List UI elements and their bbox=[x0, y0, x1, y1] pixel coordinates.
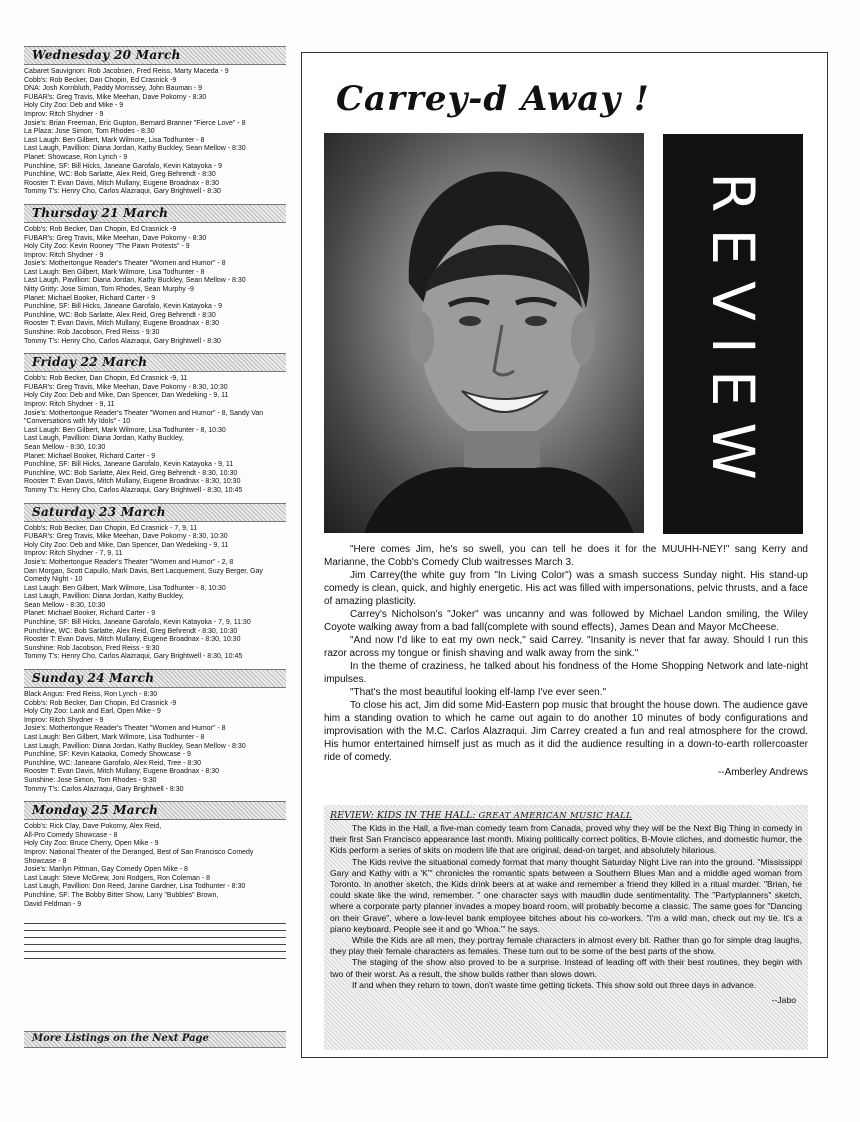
listing-day bbox=[24, 669, 286, 794]
listing-entry: Sean Mellow - 8:30, 10:30 bbox=[24, 443, 106, 451]
listing-entry: Improv: Ritch Shydner - 9 bbox=[24, 716, 104, 724]
listing-entry: Punchline, WC: Bob Sarlatte, Alex Reid, Greg Behrendt - 8:30 bbox=[24, 311, 216, 319]
day-title: Sunday 24 March bbox=[32, 671, 155, 686]
review2-paragraph: The Kids in the Hall, a five-man comedy team from Canada, proved why they will be the Next Big Thing in comedy in their first San Francisco appearance last month. Mixing politically correct politics, B-Movie cliches, and domestic humor, the Kids perform a series of skits on modern life that are original, dead-on target, and absolutely hilarious. bbox=[330, 823, 802, 856]
more-listings-text: More Listings on the Next Page bbox=[32, 1033, 209, 1044]
article-paragraph: In the theme of craziness, he talked about his fondness of the Home Shopping Network and late-night impulses. bbox=[324, 661, 808, 685]
listing-entry: Rooster T: Evan Davis, Mitch Mullany, Eugene Broadnax - 8:30 bbox=[24, 179, 220, 187]
day-title: Wednesday 20 March bbox=[32, 48, 181, 62]
listing-day bbox=[24, 801, 286, 909]
listing-entry: Black Angus: Fred Reiss, Ron Lynch - 8:30 bbox=[24, 691, 158, 699]
listing-entry: Sean Mellow - 8:30, 10:30 bbox=[24, 601, 106, 609]
listing-entry: Rooster T: Evan Davis, Mitch Mullany, Eugene Broadnax - 8:30 bbox=[24, 320, 220, 328]
listing-entry: Last Laugh, Pavillion: Diana Jordan, Kathy Buckley, bbox=[24, 435, 184, 443]
listing-entry: Punchline, WC: Bob Sarlatte, Alex Reid, Greg Behrendt - 8:30 bbox=[24, 171, 216, 179]
listing-entry: Tommy T's: Henry Cho, Carlos Alazraqui, Gary Brightwell - 8:30 bbox=[24, 188, 221, 196]
listing-entry: Last Laugh: Steve McGrew, Joni Rodgers, Ron Coleman - 8 bbox=[24, 874, 210, 882]
listing-entry: Punchline, SF: Bill Hicks, Janeane Garofalo, Kevin Katayoka - 9 bbox=[24, 162, 223, 170]
portrait-illustration bbox=[324, 133, 644, 533]
listing-day bbox=[24, 503, 286, 663]
listing-entry: Last Laugh: Ben Gilbert, Mark Wilmore, Lisa Todhunter - 8, 10:30 bbox=[24, 584, 226, 592]
review2-venue: GREAT AMERICAN MUSIC HALL bbox=[478, 811, 633, 821]
rule-line bbox=[24, 931, 286, 938]
review2-paragraph: The staging of the show also proved to be a surprise. Instead of leading off with their best routines, they begin with two of their worst. As a result, the show builds rather than slows down. bbox=[330, 957, 802, 979]
review-banner-text: REVIEW bbox=[699, 172, 767, 496]
listing-entry: Improv: Ritch Shydner - 9, 11 bbox=[24, 401, 115, 408]
listing-entry: Josie's: Mothertongue Reader's Theater "Women and Humor" - 8, Sandy Van "Conversations with My Idols" - 10 bbox=[24, 409, 264, 426]
review2-title bbox=[330, 810, 802, 821]
article-byline: --Amberley Andrews bbox=[717, 767, 808, 778]
day-title: Saturday 23 March bbox=[32, 504, 166, 519]
day-header bbox=[24, 353, 286, 372]
rule-line bbox=[24, 952, 286, 959]
day-header bbox=[24, 801, 286, 820]
listing-entry: FUBAR's: Greg Travis, Mike Meehan, Dave Pokorny - 8:30 bbox=[24, 234, 207, 242]
listing-entry: Improv: Ritch Shydner - 7, 9, 11 bbox=[24, 550, 123, 558]
listing-entry: Josie's: Brian Freeman, Eric Gupton, Bernard Branner "Fierce Love" - 8 bbox=[24, 119, 246, 127]
listing-entry: Cobb's: Rob Becker, Dan Chopin, Ed Crasnick -9, 11 bbox=[24, 375, 188, 383]
listing-entry: Punchline, WC: Bob Sarlatte, Alex Reid, Greg Behrendt - 8:30, 10:30 bbox=[24, 627, 238, 635]
review2-paragraph: While the Kids are all men, they portray female characters in almost every bit. Rather than go for simple drag laughs, they play their female characters as females. These turn out to be some of the best parts of the show. bbox=[330, 935, 802, 957]
listing-entry: Holy City Zoo: Deb and Mike - 9 bbox=[24, 102, 124, 110]
day-title: Thursday 21 March bbox=[32, 205, 169, 220]
listing-entry: Rooster T: Evan Davis, Mitch Mullany, Eugene Broadnax - 8:30 bbox=[24, 768, 220, 776]
review-banner bbox=[663, 134, 803, 534]
listing-entry: Tommy T's: Henry Cho, Carlos Alazraqui, Gary Brightwell - 8:30 bbox=[24, 337, 221, 345]
listing-day bbox=[24, 204, 286, 346]
listing-entry: Punchline, WC: Janeane Garofalo, Alex Reid, Tree - 8:30 bbox=[24, 759, 202, 767]
article-paragraph: Carrey's Nicholson's "Joker" was uncanny and was followed by Michael Landon smiling, the Wiley Coyote walking away from a bad fall(complete with sound effects), James Dean and Mayor McCheese. bbox=[324, 609, 808, 633]
listing-day bbox=[24, 46, 286, 197]
listing-entry: Last Laugh: Ben Gilbert, Mark Wilmore, Lisa Todhunter - 8 bbox=[24, 734, 205, 741]
listing-day bbox=[24, 353, 286, 495]
jim-carrey-photo bbox=[324, 133, 644, 533]
listing-entry: Last Laugh, Pavillion: Don Reed, Janine Gardner, Lisa Todhunter - 8:30 bbox=[24, 883, 246, 891]
listing-entry: Planet: Michael Booker, Richard Carter - 9 bbox=[24, 610, 156, 618]
review2-byline: --Jabo bbox=[771, 995, 796, 1006]
listing-entry: FUBAR's: Greg Travis, Mike Meehan, Dave Pokorny - 8:30, 10:30 bbox=[24, 383, 228, 391]
carrey-review-article bbox=[324, 543, 808, 779]
rule-line bbox=[24, 945, 286, 952]
day-header bbox=[24, 503, 286, 522]
listing-entry: Holy City Zoo: Deb and Mike, Dan Spencer, Dan Wedeking - 9, 11 bbox=[24, 541, 229, 549]
listing-entry: Cabaret Sauvignon: Rob Jacobsen, Fred Reiss, Marty Maceda - 9 bbox=[24, 68, 229, 75]
listing-entry: Planet: Michael Booker, Richard Carter - 9 bbox=[24, 452, 156, 460]
listing-entry: Cobb's: Rick Clay, Dave Pokorny, Alex Reid, bbox=[24, 823, 162, 831]
listing-entry: FUBAR's: Greg Travis, Mike Meehan, Dave Pokorny - 8:30, 10:30 bbox=[24, 533, 228, 541]
review-headline: Carrey-d Away ! bbox=[336, 79, 650, 119]
listing-entry: Josie's: Marilyn Pittman, Gay Comedy Open Mike - 8 bbox=[24, 866, 188, 874]
listing-entry: Rooster T: Evan Davis, Mitch Mullany, Eugene Broadnax - 8:30, 10:30 bbox=[24, 478, 241, 486]
day-header bbox=[24, 46, 286, 65]
more-listings-banner bbox=[24, 1031, 286, 1048]
listing-entry: Planet: Showcase, Ron Lynch - 9 bbox=[24, 153, 128, 161]
listing-entry: All-Pro Comedy Showcase - 8 bbox=[24, 831, 118, 839]
listing-entry: Last Laugh, Pavillion: Diana Jordan, Kathy Buckley, Sean Mellow - 8:30 bbox=[24, 742, 246, 750]
listing-entry: David Feldman - 9 bbox=[24, 900, 82, 908]
rule-line bbox=[24, 938, 286, 945]
listing-entry: Josie's: Mothertongue Reader's Theater "Women and Humor" - 8 bbox=[24, 725, 226, 733]
listing-entry: Rooster T: Evan Davis, Mitch Mullany, Eugene Broadnax - 8:30, 10:30 bbox=[24, 636, 241, 644]
listing-entry: Last Laugh, Pavillion: Diana Jordan, Kathy Buckley, bbox=[24, 593, 184, 601]
listing-entry: Sunshine: Rob Jacobson, Fred Reiss - 9:30 bbox=[24, 329, 160, 337]
listing-entry: Punchline, SF: Bill Hicks, Janeane Garofalo, Kevin Katayoka - 7, 9, 11:30 bbox=[24, 619, 251, 627]
listing-entry: Last Laugh, Pavillion: Diana Jordan, Kathy Buckley, Sean Mellow - 8:30 bbox=[24, 145, 246, 153]
listing-entry: Cobb's: Rob Becker, Dan Chopin, Ed Crasnick -9 bbox=[24, 699, 177, 707]
day-header bbox=[24, 204, 286, 223]
kids-in-the-hall-review bbox=[324, 805, 808, 1050]
listing-entry: Sunshine: Rob Jacobson, Fred Reiss - 9:30 bbox=[24, 644, 160, 652]
listing-entry: Tommy T's: Henry Cho, Carlos Alazraqui, Gary Brightwell - 8:30, 10:45 bbox=[24, 486, 243, 494]
listing-entry: Cobb's: Rob Becker, Dan Chopin, Ed Crasnick - 7, 9, 11 bbox=[24, 524, 198, 532]
listing-entry: Planet: Michael Booker, Richard Carter - 9 bbox=[24, 294, 156, 302]
rule-line bbox=[24, 917, 286, 924]
listing-entry: Josie's: Mothertongue Reader's Theater "Women and Humor" - 2, 8 bbox=[24, 558, 234, 566]
listing-entry: Tommy T's: Henry Cho, Carlos Alazraqui, Gary Brightwell - 8:30, 10:45 bbox=[24, 653, 243, 661]
listing-entry: Punchline, SF: Kevin Kataoka, Comedy Showcase - 9 bbox=[24, 751, 191, 759]
article-paragraph: "And now I'd like to eat my own neck," said Carrey. "Insanity is never that far away. Should I run this razor across my tongue or finish shaving and walk away from the sink." bbox=[324, 635, 808, 659]
comedy-listings bbox=[24, 46, 286, 959]
day-title: Friday 22 March bbox=[32, 355, 148, 370]
listing-entry: Sunshine: Jose Simon, Tom Rhodes - 9:30 bbox=[24, 776, 157, 784]
listing-entry: Punchline, SF: Bill Hicks, Janeane Garofalo, Kevin Katayoka - 9 bbox=[24, 303, 223, 311]
listing-entry: Last Laugh: Ben Gilbert, Mark Wilmore, Lisa Todhunter - 8 bbox=[24, 136, 205, 144]
article-paragraph: Jim Carrey(the white guy from "In Living Color") was a smash success Sunday night. His stand-up comedy is clean, quick, and highly energetic. His act was filled with impersonations, pelvic thrusts, and a face of amazing plasticity. bbox=[324, 570, 808, 607]
listing-entry: La Plaza: Jose Simon, Tom Rhodes - 8:30 bbox=[24, 128, 155, 136]
listing-entry: Holy City Zoo: Bruce Cherry, Open Mike - 9 bbox=[24, 840, 159, 848]
article-paragraph: "Here comes Jim, he's so swell, you can tell he does it for the MUUHH-NEY!" sang Kerry and Marianne, the Cobb's Comedy Club waitresses March 3. bbox=[324, 544, 808, 568]
listing-entry: Improv: National Theater of the Deranged, Best of San Francisco Comedy Showcase - 8 bbox=[24, 848, 254, 865]
listing-entry: FUBAR's: Greg Travis, Mike Meehan, Dave Pokorny - 8:30 bbox=[24, 93, 207, 101]
review2-heading: REVIEW: KIDS IN THE HALL: bbox=[330, 810, 476, 821]
listing-entry: Josie's: Mothertongue Reader's Theater "Women and Humor" - 8 bbox=[24, 260, 226, 268]
listing-entry: Punchline, SF: The Bobby Bitter Show, Larry "Bubbles" Brown, bbox=[24, 891, 219, 899]
listing-entry: Dan Morgan, Scott Capullo, Mark Davis, Bert Lacquement, Suzy Berger, Gay Comedy Night - 10 bbox=[24, 567, 263, 584]
listing-entry: Nitty Gritty: Jose Simon, Tom Rhodes, Sean Murphy -9 bbox=[24, 286, 194, 294]
listing-entry: Holy City Zoo: Lank and Earl, Open Mike - 9 bbox=[24, 708, 161, 716]
day-title: Monday 25 March bbox=[32, 803, 159, 818]
listing-entry: Tommy T's: Carlos Alazraqui, Gary Brightwell - 8:30 bbox=[24, 785, 184, 793]
listing-entry: Last Laugh, Pavillion: Diana Jordan, Kathy Buckley, Sean Mellow - 8:30 bbox=[24, 277, 246, 285]
listing-entry: Punchline, WC: Bob Sarlatte, Alex Reid, Greg Behrendt - 8:30, 10:30 bbox=[24, 469, 238, 477]
article-paragraph: To close his act, Jim did some Mid-Eastern pop music that brought the house down. The audience gave him a standing ovation to which he came out again to do another 10 minutes of body configurations and improvisation with the M.C. Carlos Alazraqui. Jim Carrey created a fun and real atmosphere for the crowd. His humor entertained himself just as much as it did the audience resulting in a down-to-earth rollercoaster ride of comedy. bbox=[324, 700, 808, 763]
blank-rule-lines bbox=[24, 917, 286, 959]
listing-entry: Cobb's: Rob Becker, Dan Chopin, Ed Crasnick -9 bbox=[24, 225, 177, 233]
article-paragraph: "That's the most beautiful looking elf-lamp I've ever seen." bbox=[350, 687, 607, 698]
listing-entry: DNA: Josh Kornbluth, Paddy Morrissey, John Bauman - 9 bbox=[24, 85, 203, 93]
review2-paragraph: The Kids revive the situational comedy format that many thought Saturday Night Live ran into the ground. "Mississippi Gary and Kathy with a 'K'" chronicles the romantic spats between a Southern Blues Man and a middle aged woman from Toronto. In another sketch, the Kids drink beers at at wake and remember a friend they killed in a ritual murder. "Brian, he could skate like the wind, remember. " one character says with maudlin dude sentimentality. The "Partyplanners" sketch, where a corporate party planner invades a mopey board room, will probably become a classic. The same goes for "Dancing on their Grave", where a low-level bank employee bitches about his co-workers. "I'm a wild man, check out my tie. It's a piano keyboard. People see it and go 'Whoa.'" he says. bbox=[330, 856, 802, 934]
listing-entry: Improv: Ritch Shydner - 9 bbox=[24, 251, 104, 259]
listing-entry: Holy City Zoo: Kevin Rooney "The Pawn Protests" - 9 bbox=[24, 243, 190, 251]
rule-line bbox=[24, 924, 286, 931]
listing-entry: Last Laugh: Ben Gilbert, Mark Wilmore, Lisa Todhunter - 8 bbox=[24, 268, 205, 276]
listing-entry: Improv: Ritch Shydner - 9 bbox=[24, 110, 104, 118]
listing-entry: Holy City Zoo: Deb and Mike, Dan Spencer, Dan Wedeking - 9, 11 bbox=[24, 392, 229, 400]
listing-entry: Last Laugh: Ben Gilbert, Mark Wilmore, Lisa Todhunter - 8, 10:30 bbox=[24, 426, 226, 434]
day-header bbox=[24, 669, 286, 688]
review-panel bbox=[301, 52, 828, 1058]
review2-paragraph: If and when they return to town, don't waste time getting tickets. This show sold out three days in advance. bbox=[352, 979, 757, 990]
listing-entry: Cobb's: Rob Becker, Dan Chopin, Ed Crasnick -9 bbox=[24, 76, 177, 84]
listing-entry: Punchline, SF: Bill Hicks, Janeane Garofalo, Kevin Katayoka - 9, 11 bbox=[24, 461, 234, 469]
